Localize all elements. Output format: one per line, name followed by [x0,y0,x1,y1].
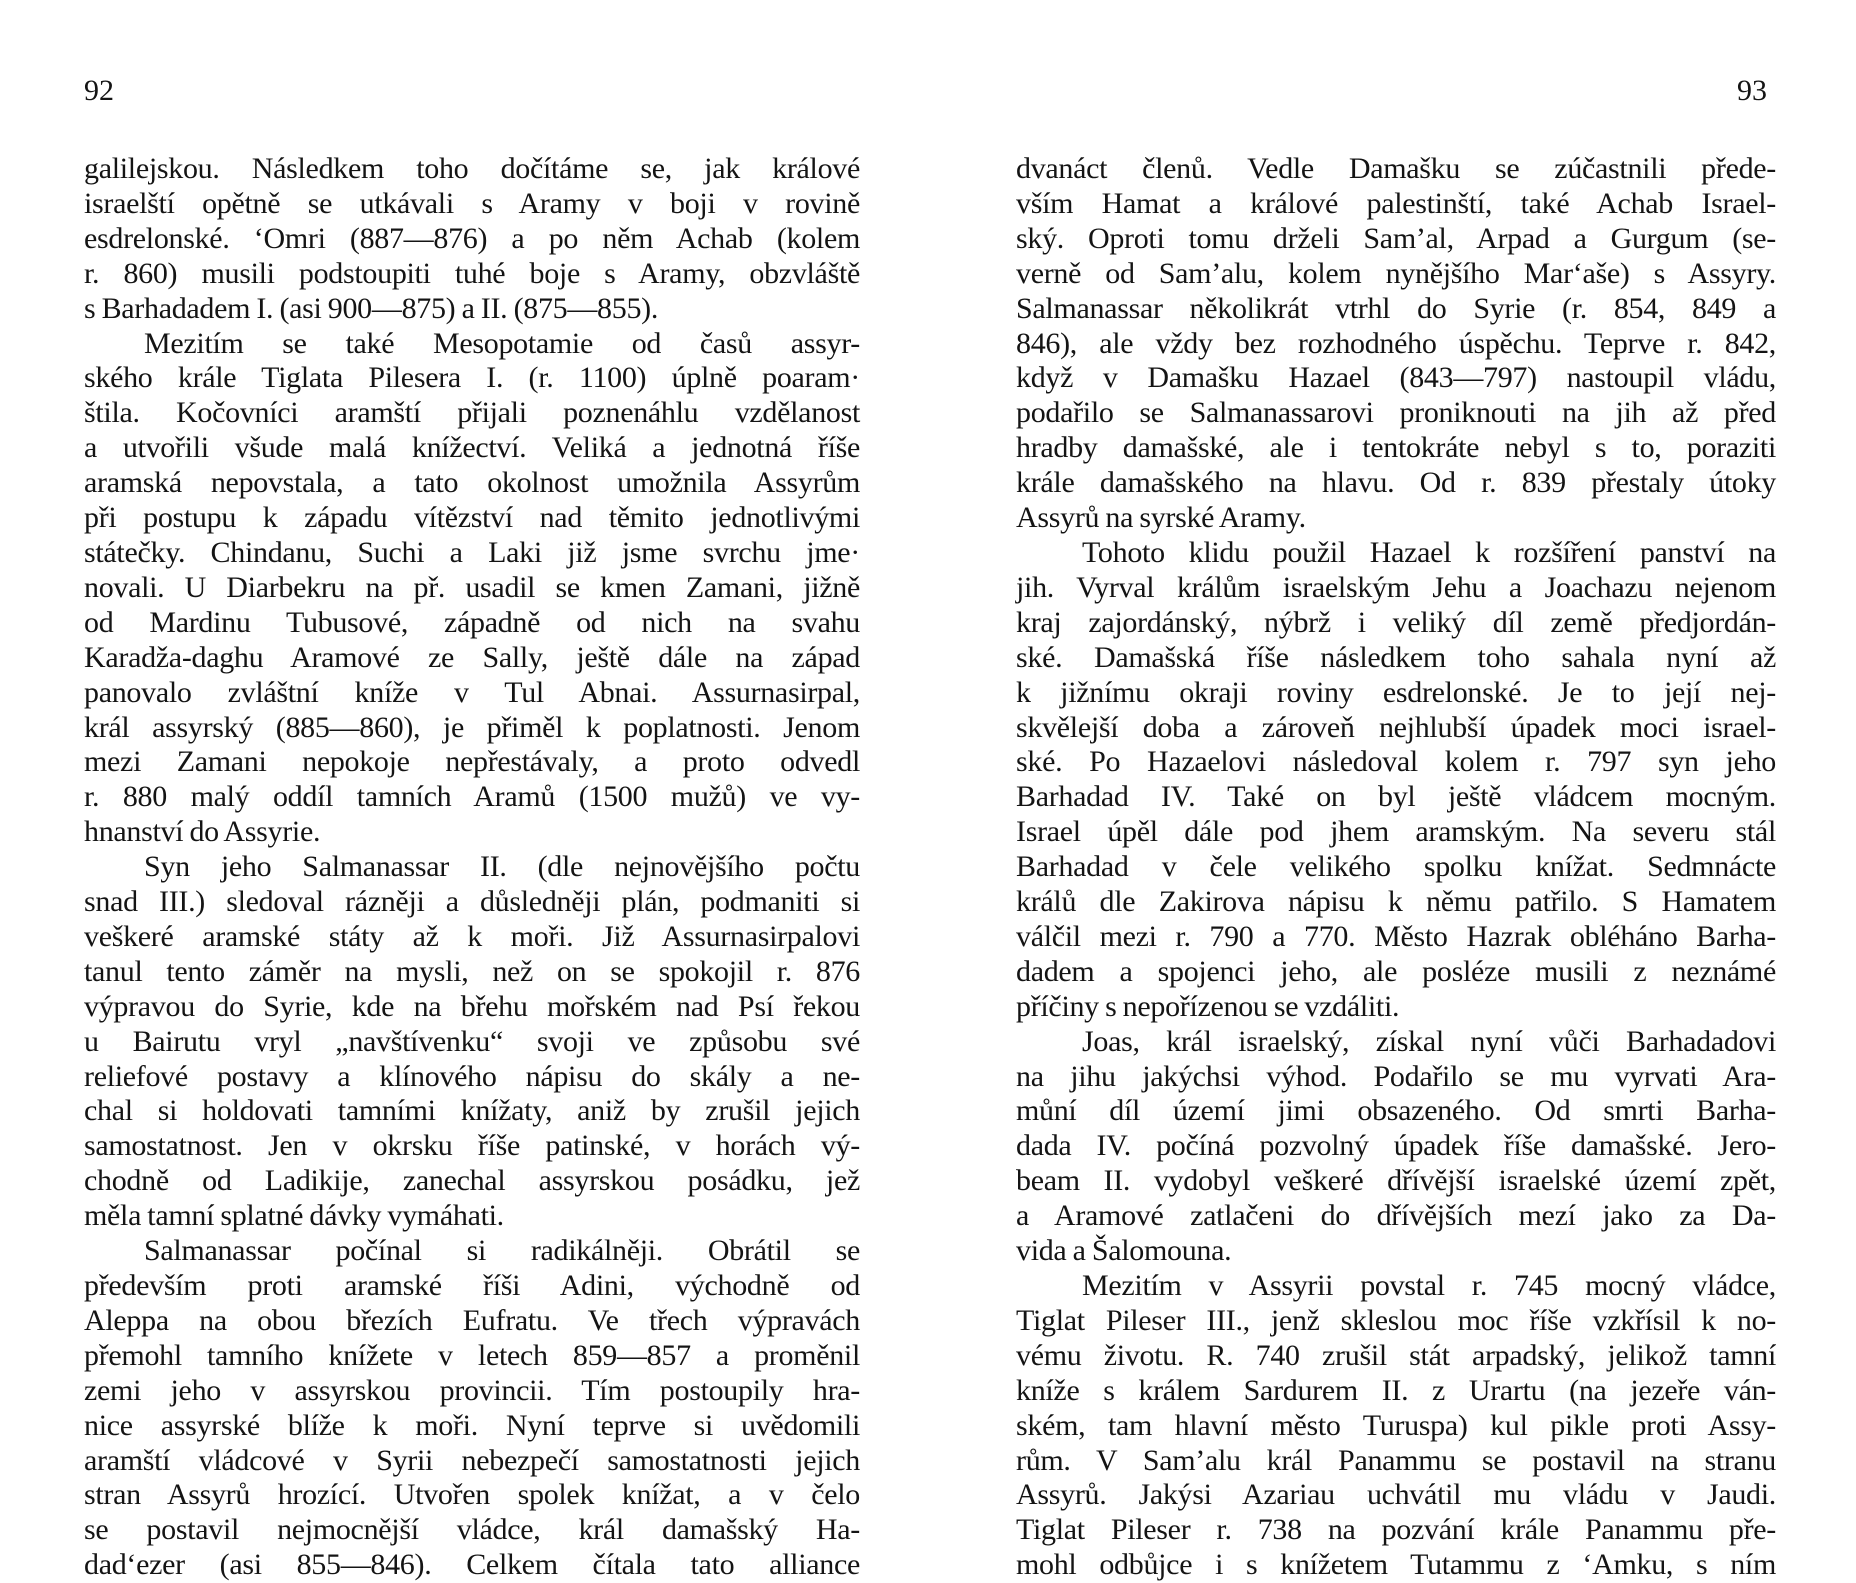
paragraph-line: kraj zajordánský, nýbrž i veliký díl země předjordán- [1016,605,1776,639]
paragraph-line: zemi jeho v assyrskou provincii. Tím postoupily hra- [84,1373,860,1407]
paragraph-line: měla tamní splatné dávky vymáhati. [84,1199,504,1233]
paragraph-line: vším Hamat a králové palestinští, také Achab Israel- [1016,186,1776,220]
paragraph-line: ské. Damašská říše následkem toho sahala nyní až [1016,640,1776,674]
paragraph-line: státečky. Chindanu, Suchi a Laki již jsme svrchu jme· [84,535,860,569]
paragraph-line: Barhadad v čele velikého spolku knížat. Sedmnácte [1016,850,1776,884]
paragraph-line: Joas, král israelský, získal nyní vůči Barhadadovi [1082,1024,1776,1058]
paragraph-line: hradby damašské, ale i tentokráte nebyl s to, poraziti [1016,431,1776,465]
paragraph-line: se postavil nejmocnější vládce, král damašský Ha- [84,1513,860,1547]
paragraph-line: výpravou do Syrie, kde na břehu mořském nad Psí řekou [84,989,860,1023]
paragraph-line: israelští opětně se utkávali s Aramy v boji v rovině [84,186,860,220]
paragraph-line: panovalo zvláštní kníže v Tul Abnai. Assurnasirpal, [84,675,860,709]
paragraph-line: ské. Po Hazaelovi následoval kolem r. 797 syn jeho [1016,745,1776,779]
paragraph-line: na jihu jakýchsi výhod. Podařilo se mu vyrvati Ara- [1016,1059,1776,1093]
paragraph-line: při postupu k západu vítězství nad těmito jednotlivými [84,501,860,535]
paragraph-line: ském, tam hlavní město Turuspa) kul pikle proti Assy- [1016,1408,1776,1442]
paragraph-line: r. 860) musili podstoupiti tuhé boje s Aramy, obzvláště [84,256,860,290]
paragraph-line: rům. V Sam’alu král Panammu se postavil na stranu [1016,1443,1776,1477]
paragraph-line: u Bairutu vryl „navštívenku“ svoji ve způsobu své [84,1024,860,1058]
paragraph-line: podařilo se Salmanassarovi proniknouti na jih až před [1016,396,1776,430]
paragraph-line: Assyrů na syrské Aramy. [1016,501,1306,535]
paragraph-line: Assyrů. Jakýsi Azariau uchvátil mu vládu v Jaudi. [1016,1478,1776,1512]
paragraph-line: chodně od Ladikije, zanechal assyrskou posádku, jež [84,1164,860,1198]
paragraph-line: králů dle Zakirova nápisu k němu patřilo. S Hamatem [1016,885,1776,919]
paragraph-line: kníže s králem Sardurem II. z Urartu (na jezeře ván- [1016,1373,1776,1407]
page-number-right: 93 [1737,74,1767,107]
paragraph-line: stran Assyrů hrozící. Utvořen spolek knížat, a v čelo [84,1478,860,1512]
paragraph-line: mezi Zamani nepokoje nepřestávaly, a proto odvedl [84,745,860,779]
paragraph-line: jih. Vyrval králům israelským Jehu a Joachazu nejenom [1016,570,1776,604]
paragraph-line: především proti aramské říši Adini, východně od [84,1269,860,1302]
paragraph-line: Salmanassar několikrát vtrhl do Syrie (r. 854, 849 a [1016,291,1776,325]
paragraph-line: 846), ale vždy bez rozhodného úspěchu. Teprve r. 842, [1016,326,1776,360]
paragraph-line: esdrelonské. ‘Omri (887—876) a po něm Achab (kolem [84,221,860,255]
paragraph-line: vému životu. R. 740 zrušil stát arpadský, jelikož tamní [1016,1338,1776,1372]
paragraph-line: aramská nepovstala, a tato okolnost umožnila Assyrům [84,466,860,500]
paragraph-line: dvanáct členů. Vedle Damašku se zúčastnili přede- [1016,152,1776,185]
paragraph-line: dadem a spojenci jeho, ale posléze musili z neznámé [1016,954,1776,988]
paragraph-line: a Aramové zatlačeni do dřívějších mezí jako za Da- [1016,1199,1776,1233]
paragraph-line: hnanství do Assyrie. [84,815,321,849]
paragraph-line: krále damašského na hlavu. Od r. 839 přestaly útoky [1016,466,1776,500]
paragraph-line: Salmanassar počínal si radikálněji. Obrátil se [144,1234,860,1268]
paragraph-line: galilejskou. Následkem toho dočítáme se, jak králové [84,152,860,185]
paragraph-line: Aleppa na obou březích Eufratu. Ve třech výpravách [84,1303,860,1337]
paragraph-line: Israel úpěl dále pod jhem aramským. Na severu stál [1016,815,1776,849]
paragraph-line: k jižnímu okraji roviny esdrelonské. Je to její nej- [1016,675,1776,709]
paragraph-line: beam II. vydobyl veškeré dřívější israelské území zpět, [1016,1164,1776,1198]
paragraph-line: s Barhadadem I. (asi 900—875) a II. (875—855). [84,291,659,325]
paragraph-line: Karadža-daghu Aramové ze Sally, ještě dále na západ [84,640,860,674]
paragraph-line: samostatnost. Jen v okrsku říše patinské, v horách vý- [84,1129,860,1163]
paragraph-line: chal si holdovati tamními knížaty, aniž by zrušil jejich [84,1094,860,1128]
paragraph-line: ského krále Tiglata Pilesera I. (r. 1100) úplně poaram· [84,361,860,395]
paragraph-line: Syn jeho Salmanassar II. (dle nejnovějšího počtu [144,850,860,884]
paragraph-line: ský. Oproti tomu drželi Sam’al, Arpad a Gurgum (se- [1016,221,1776,255]
paragraph-line: reliefové postavy a klínového nápisu do skály a ne- [84,1059,860,1093]
paragraph-line: můní díl území jimi obsazeného. Od smrti Barha- [1016,1094,1776,1128]
paragraph-line: snad III.) sledoval rázněji a důsledněji plán, podmaniti si [84,885,860,919]
paragraph-line: když v Damašku Hazael (843—797) nastoupil vládu, [1016,361,1776,395]
paragraph-line: aramští vládcové v Syrii nebezpečí samostatnosti jejich [84,1443,860,1477]
paragraph-line: Barhadad IV. Také on byl ještě vládcem mocným. [1016,780,1776,814]
paragraph-line: novali. U Diarbekru na př. usadil se kmen Zamani, jižně [84,570,860,604]
paragraph-line: tanul tento záměr na mysli, než on se spokojil r. 876 [84,954,860,988]
paragraph-line: Mezitím v Assyrii povstal r. 745 mocný vládce, [1082,1269,1776,1302]
page-number-left: 92 [84,74,114,107]
paragraph-line: příčiny s nepořízenou se vzdáliti. [1016,989,1400,1023]
paragraph-line: a utvořili všude malá knížectví. Veliká a jednotná říše [84,431,860,465]
text-column-right [1016,152,1776,1583]
paragraph-line: Tiglat Pileser III., jenž skleslou moc říše vzkřísil k no- [1016,1303,1776,1337]
paragraph-line: válčil mezi r. 790 a 770. Město Hazrak obléháno Barha- [1016,919,1776,953]
paragraph-line: verně od Sam’alu, kolem nynějšího Mar‘aše) s Assyry. [1016,256,1776,290]
paragraph-line: nice assyrské blíže k moři. Nyní teprve si uvědomili [84,1408,860,1442]
paragraph-line: štila. Kočovníci aramští přijali poznenáhlu vzdělanost [84,396,860,430]
paragraph-line: přemohl tamního knížete v letech 859—857 a proměnil [84,1338,860,1372]
paragraph-line: dad‘ezer (asi 855—846). Celkem čítala tato alliance [84,1548,860,1582]
paragraph-line: dada IV. počíná pozvolný úpadek říše damašské. Jero- [1016,1129,1776,1163]
paragraph-line: od Mardinu Tubusové, západně od nich na svahu [84,605,860,639]
paragraph-line: r. 880 malý oddíl tamních Aramů (1500 mužů) ve vy- [84,780,860,814]
text-column-left [84,152,860,1583]
paragraph-line: vida a Šalomouna. [1016,1234,1232,1268]
paragraph-line: král assyrský (885—860), je přiměl k poplatnosti. Jenom [84,710,860,744]
paragraph-line: skvělejší doba a zároveň nejhlubší úpadek moci israel- [1016,710,1776,744]
paragraph-line: Mezitím se také Mesopotamie od časů assyr- [144,326,860,360]
paragraph-line: Tohoto klidu použil Hazael k rozšíření panství na [1082,535,1776,569]
paragraph-line: Tiglat Pileser r. 738 na pozvání krále Panammu pře- [1016,1513,1776,1547]
paragraph-line: veškeré aramské státy až k moři. Již Assurnasirpalovi [84,919,860,953]
paragraph-line: mohl odbůjce i s knížetem Tutammu z ‘Amku, s ním [1016,1548,1776,1582]
